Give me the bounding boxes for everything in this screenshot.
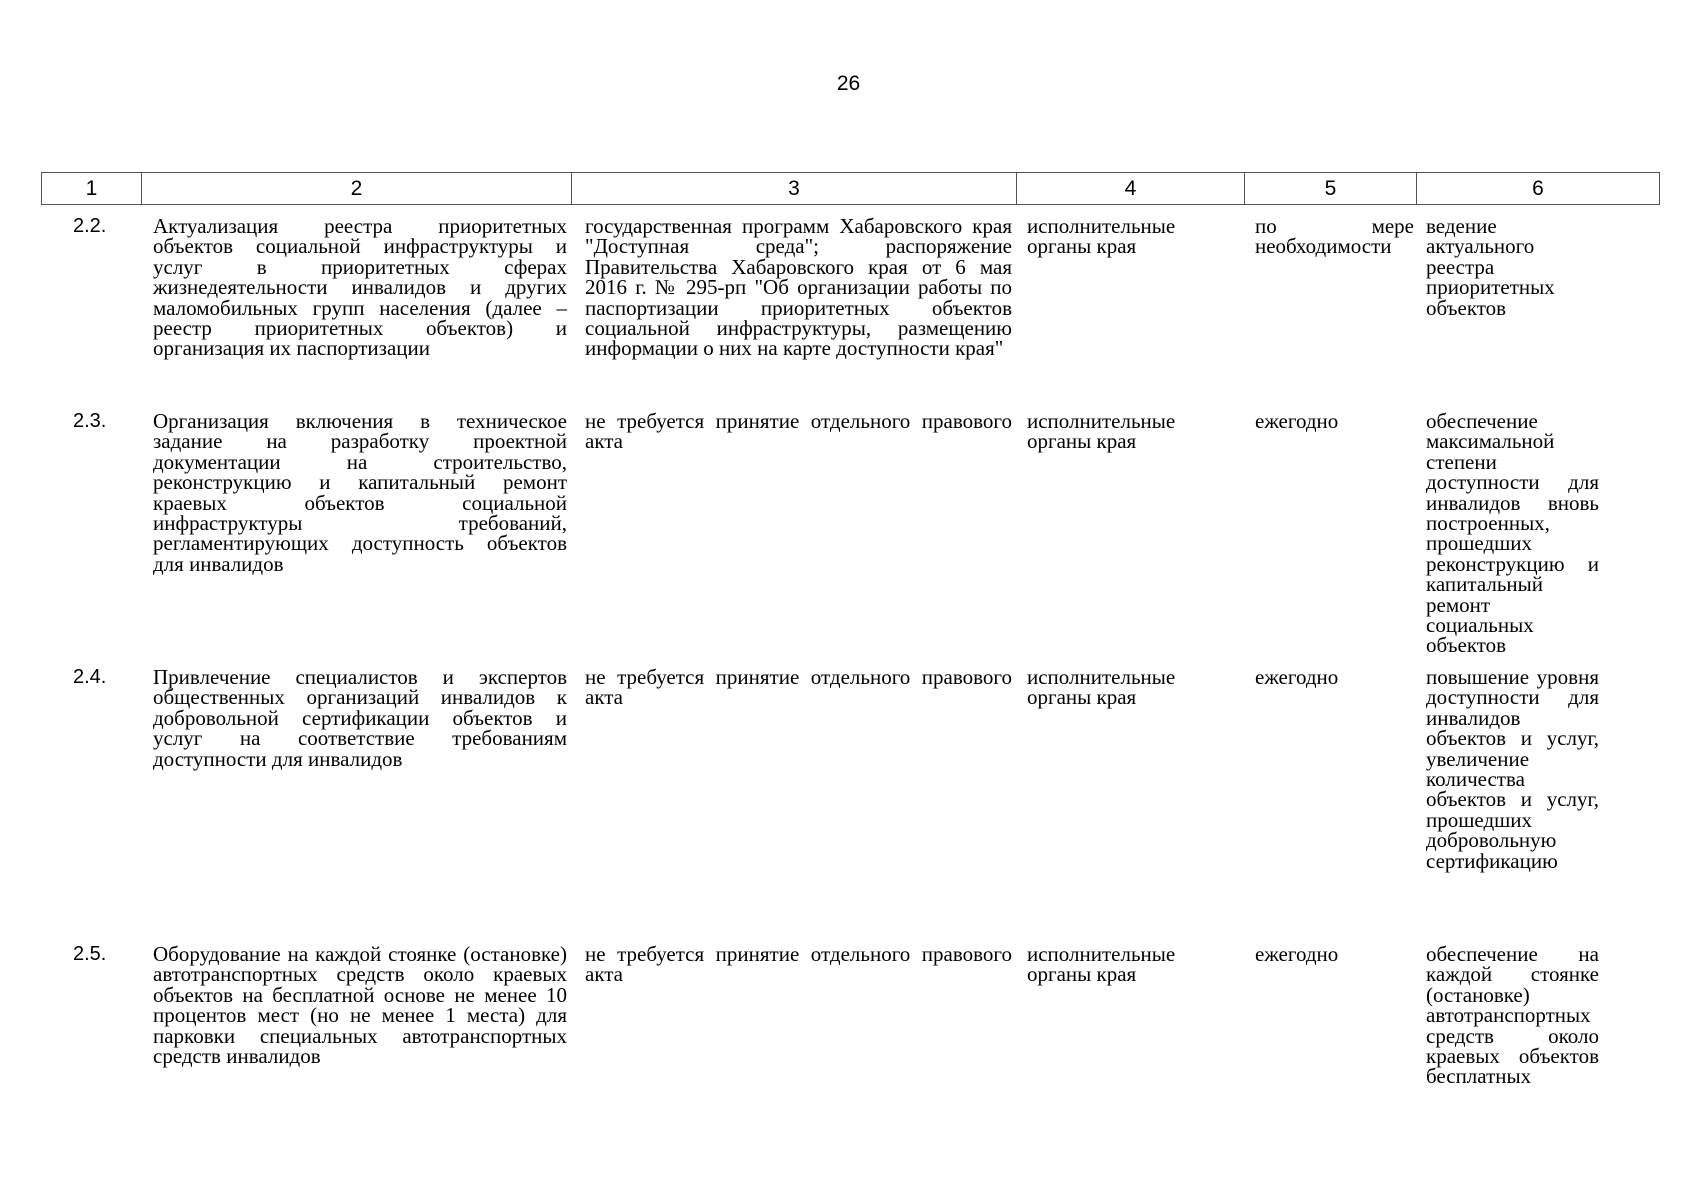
legal-basis-text: не требуется принятие отдельного правового акта: [585, 409, 1012, 454]
result-text: обеспечение максимальной степени доступности для инвалидов вновь построенных, прошедших реконструкцию и капитальный ремонт социальных объектов: [1426, 409, 1599, 658]
executor-text: исполнительные органы края: [1027, 942, 1176, 987]
deadline-text: по мере необходимости: [1255, 214, 1414, 259]
measure-text: Актуализация реестра приоритетных объектов социальной инфраструктуры и услуг в приоритетных сферах жизнедеятельности инвалидов и других маломобильных групп населения (далее – реестр приоритетных объектов) и организация их паспортизации: [153, 214, 567, 361]
measure-text: Привлечение специалистов и экспертов общественных организаций инвалидов к добровольной сертификации объектов и услуг на соответствие требованиям доступности для инвалидов: [153, 665, 567, 771]
executor-text: исполнительные органы края: [1027, 409, 1176, 454]
row-number: 2.4.: [73, 666, 107, 688]
header-cell-3: 3: [572, 173, 1017, 205]
page-number: 26: [836, 72, 861, 95]
deadline-text: ежегодно: [1255, 665, 1339, 689]
row-number: 2.3.: [73, 410, 107, 432]
deadline-text: ежегодно: [1255, 942, 1339, 966]
result-text: обеспечение на каждой стоянке (остановке) автотранспортных средств около краевых объектов бесплатных: [1426, 942, 1599, 1089]
header-cell-4: 4: [1017, 173, 1245, 205]
table-row: [41, 944, 1659, 1124]
header-cell-5: 5: [1245, 173, 1417, 205]
legal-basis-text: государственная программ Хабаровского края "Доступная среда"; распоряжение Правительства Хабаровского края от 6 мая 2016 г. № 295-рп "Об организации работы по паспортизации приоритетных объектов социальной инфраструктуры, размещению информации о них на карте доступности края": [585, 214, 1012, 361]
table-row: [41, 667, 1659, 944]
row-number: 2.2.: [73, 215, 107, 237]
header-row: [42, 173, 1660, 205]
measure-text: Организация включения в техническое задание на разработку проектной документации на строительство, реконструкцию и капитальный ремонт краевых объектов социальной инфраструктуры требований, регламентирующих доступность объектов для инвалидов: [153, 409, 567, 576]
header-cell-2: 2: [142, 173, 572, 205]
result-text: повышение уровня доступности для инвалидов объектов и услуг, увеличение количества объектов и услуг, прошедших добровольную сертификацию: [1426, 665, 1599, 873]
row-number: 2.5.: [73, 943, 107, 965]
executor-text: исполнительные органы края: [1027, 665, 1176, 710]
measures-table: [41, 216, 1659, 1124]
table-row: [41, 216, 1659, 411]
deadline-text: ежегодно: [1255, 409, 1339, 433]
result-text: ведение актуального реестра приоритетных объектов: [1426, 214, 1555, 320]
column-number-header: [41, 172, 1660, 205]
legal-basis-text: не требуется принятие отдельного правового акта: [585, 665, 1012, 710]
table-row: [41, 411, 1659, 667]
legal-basis-text: не требуется принятие отдельного правового акта: [585, 942, 1012, 987]
executor-text: исполнительные органы края: [1027, 214, 1176, 259]
header-cell-6: 6: [1417, 173, 1660, 205]
header-cell-1: 1: [42, 173, 142, 205]
measure-text: Оборудование на каждой стоянке (остановке) автотранспортных средств около краевых объектов на бесплатной основе не менее 10 процентов мест (но не менее 1 места) для парковки специальных автотранспортных средств инвалидов: [153, 942, 567, 1069]
